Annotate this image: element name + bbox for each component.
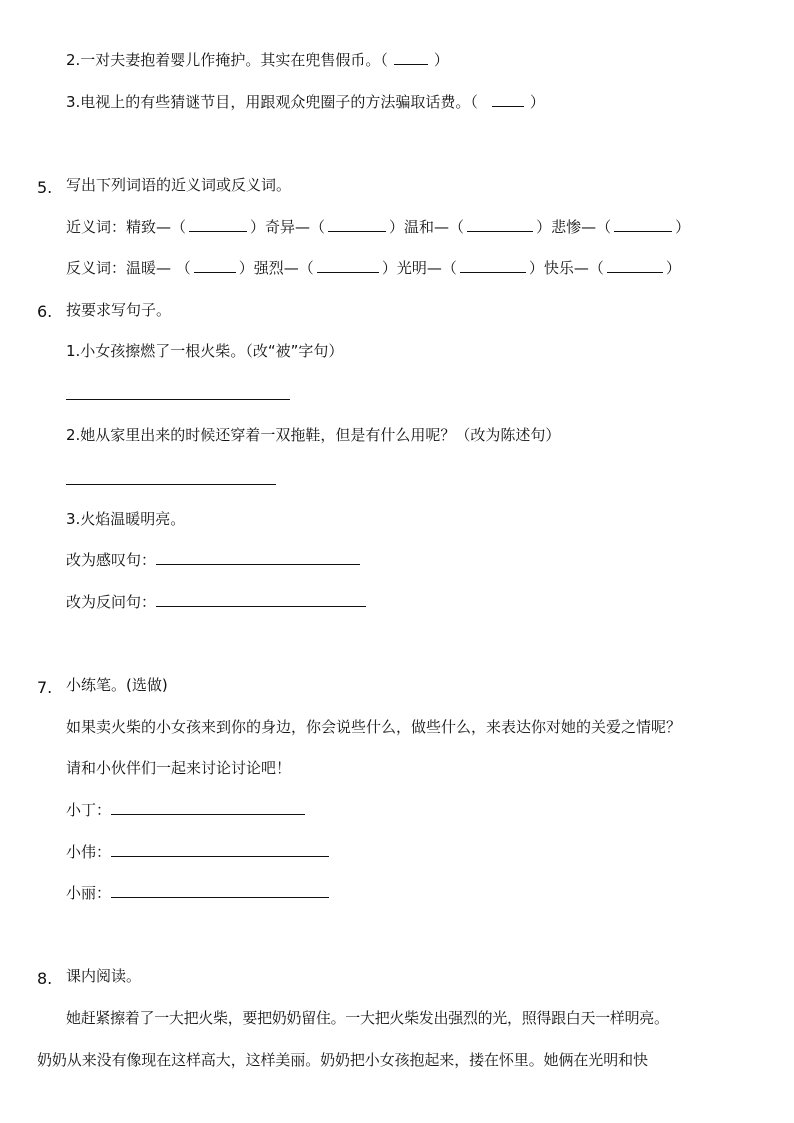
question-number: 5. <box>37 178 53 197</box>
answer-blank[interactable] <box>394 50 428 65</box>
antonym-blank[interactable] <box>317 258 379 273</box>
reading-paragraph-line: 她赶紧擦着了一大把火柴，要把奶奶留住。一大把火柴发出强烈的光，照得跟白天一样明亮。 <box>66 1009 669 1027</box>
speaker-row: 小伟： <box>66 842 329 862</box>
answer-line[interactable] <box>111 800 305 815</box>
answer-blank[interactable] <box>492 92 524 107</box>
answer-line[interactable] <box>111 842 329 857</box>
antonym-blank[interactable] <box>607 258 663 273</box>
prompt-text: 请和小伙伴们一起来讨论讨论吧！ <box>66 759 292 777</box>
answer-line[interactable] <box>66 399 290 400</box>
antonym-blank[interactable] <box>460 258 526 273</box>
rhetorical-row: 改为反问句： <box>66 592 366 612</box>
question-title: 小练笔。(选做) <box>66 676 168 694</box>
answer-line[interactable] <box>156 592 366 607</box>
question-number: 6. <box>37 302 53 321</box>
synonym-blank[interactable] <box>467 217 533 232</box>
question-number: 8. <box>37 969 53 988</box>
synonym-blank[interactable] <box>189 217 247 232</box>
speaker-row: 小丽： <box>66 883 329 903</box>
speaker-row: 小丁： <box>66 800 305 820</box>
answer-line[interactable] <box>156 550 360 565</box>
prompt-text: 如果卖火柴的小女孩来到你的身边，你会说些什么，做些什么，来表达你对她的关爱之情呢？ <box>66 718 682 736</box>
answer-line[interactable] <box>111 883 329 898</box>
synonym-blank[interactable] <box>328 217 386 232</box>
q4-item-2: 2.一对夫妻抱着婴儿作掩护。其实在兜售假币。（ ） <box>66 51 449 69</box>
reading-paragraph-line: 奶奶从来没有像现在这样高大，这样美丽。奶奶把小女孩抱起来，搂在怀里。她俩在光明和快 <box>37 1051 648 1069</box>
q6-item-1: 1.小女孩擦燃了一根火柴。（改“被”字句） <box>66 342 344 360</box>
synonym-blank[interactable] <box>614 217 672 232</box>
antonyms-row: 反义词：温暖— （ ）强烈—（ ）光明—（ ）快乐—（ ） <box>66 259 681 277</box>
question-title: 写出下列词语的近义词或反义词。 <box>66 176 292 194</box>
exclamation-row: 改为感叹句： <box>66 550 360 570</box>
question-title: 按要求写句子。 <box>66 301 172 319</box>
question-number: 7. <box>37 678 53 697</box>
question-title: 课内阅读。 <box>66 967 142 985</box>
antonym-blank[interactable] <box>194 258 236 273</box>
q6-item-3: 3.火焰温暖明亮。 <box>66 510 186 528</box>
synonyms-row: 近义词：精致—（ ）奇异—（ ）温和—（ ）悲惨—（ ） <box>66 218 691 236</box>
q4-item-3: 3.电视上的有些猜谜节目，用跟观众兜圈子的方法骗取话费。（ ） <box>66 93 545 111</box>
q6-item-2: 2.她从家里出来的时候还穿着一双拖鞋，但是有什么用呢？（改为陈述句） <box>66 426 561 444</box>
answer-line[interactable] <box>66 484 276 485</box>
